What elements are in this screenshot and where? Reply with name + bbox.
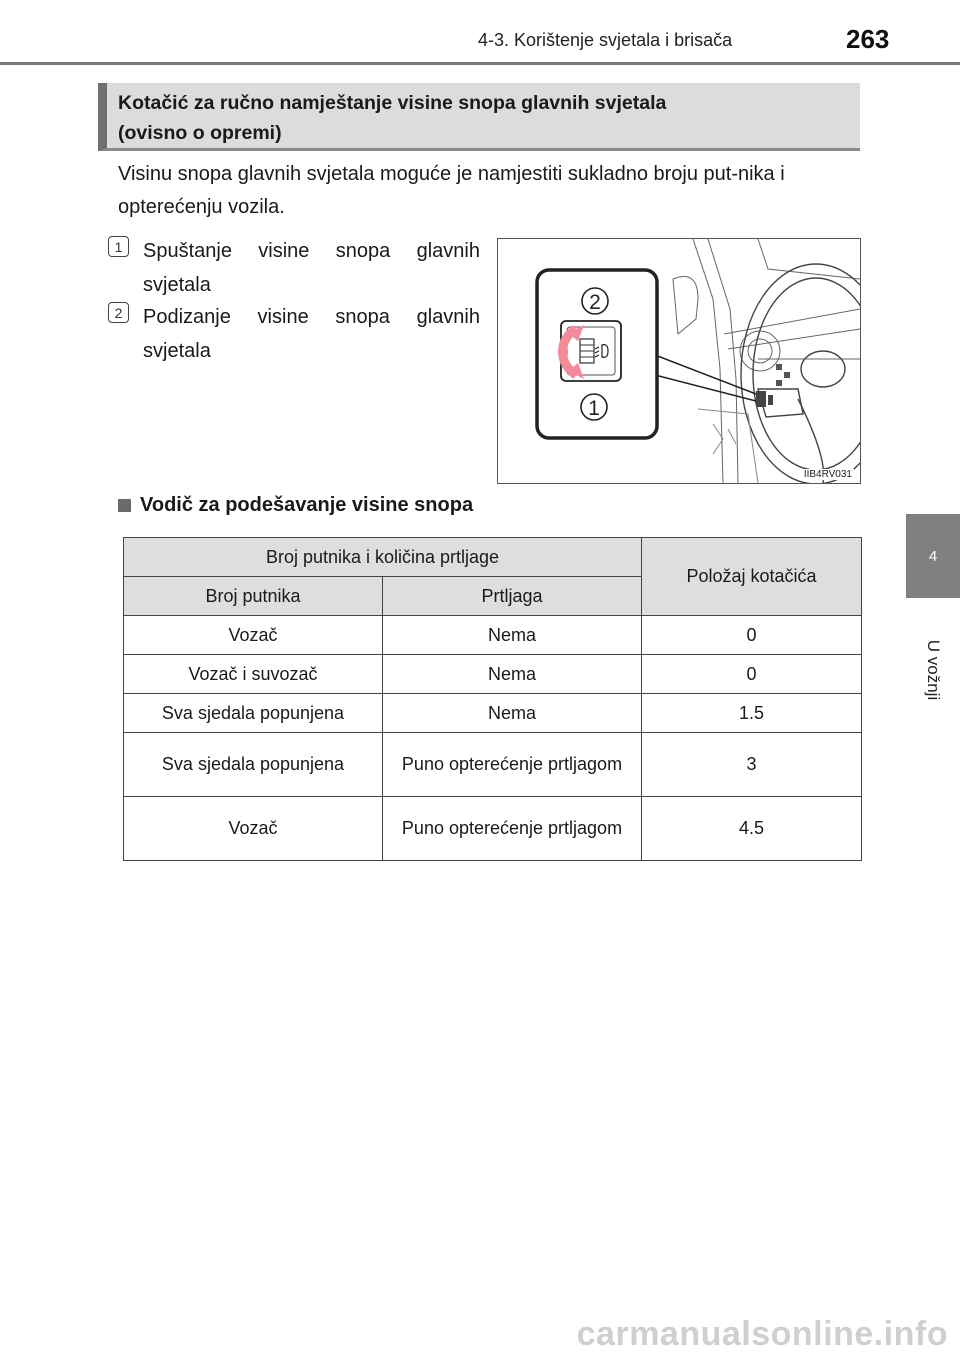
item-number-badge: 1 [108,236,129,257]
section-title-line2: (ovisno o opremi) [118,122,282,144]
dashboard-illustration [497,238,861,484]
chapter-number: 4 [928,547,938,565]
cell-position: 0 [642,616,862,655]
intro-paragraph: Visinu snopa glavnih svjetala moguće je namjestiti sukladno broju put-nika i opterećenju vozila. [118,163,785,218]
header-group-cell: Broj putnika i količina prtljage [124,538,642,577]
cell-luggage: Puno opterećenje prtljagom [383,797,642,861]
table-row [124,616,862,655]
list-item [108,234,480,302]
dashboard-drawing [498,239,860,483]
watermark: carmanualsonline.info [576,1315,948,1353]
table-row [124,694,862,733]
page-number: 263 [846,24,890,54]
item-text: Spuštanje visine snopa glavnih svjetala [143,240,480,296]
cell-luggage: Nema [383,616,642,655]
header-luggage-cell: Prtljaga [383,577,642,616]
callout-number-2: 2 [589,291,601,314]
guide-heading-text: Vodič za podešavanje visine snopa [140,494,474,516]
section-heading-box [98,83,860,151]
cell-passengers: Vozač [124,616,383,655]
list-item [108,300,480,368]
header-passengers-cell: Broj putnika [124,577,383,616]
header-section-title: 4-3. Korištenje svjetala i brisača [478,30,733,50]
chapter-label [908,640,958,700]
cell-position: 4.5 [642,797,862,861]
cell-position: 3 [642,733,862,797]
chapter-label-text: U vožnji [924,639,943,701]
cell-passengers: Sva sjedala popunjena [124,694,383,733]
table-row [124,655,862,694]
callout-number-1: 1 [588,397,600,420]
item-number-badge: 2 [108,302,129,323]
cell-luggage: Nema [383,655,642,694]
chapter-tab [906,514,960,598]
header-position-cell: Položaj kotačića [642,538,862,616]
image-code: IIB4RV031 [803,469,852,480]
cell-luggage: Nema [383,694,642,733]
table-row [124,797,862,861]
cell-luggage: Puno opterećenje prtljagom [383,733,642,797]
cell-position: 1.5 [642,694,862,733]
cell-passengers: Vozač [124,797,383,861]
section-title-line1: Kotačić za ručno namještanje visine snopa glavnih svjetala [118,92,667,114]
guide-heading [118,494,473,517]
cell-position: 0 [642,655,862,694]
beam-guide-table [123,537,862,861]
cell-passengers: Sva sjedala popunjena [124,733,383,797]
cell-passengers: Vozač i suvozač [124,655,383,694]
header-divider [0,62,960,65]
table-header-row [124,538,862,577]
square-bullet-icon [118,499,131,512]
table-row [124,733,862,797]
item-text: Podizanje visine snopa glavnih svjetala [143,306,480,362]
